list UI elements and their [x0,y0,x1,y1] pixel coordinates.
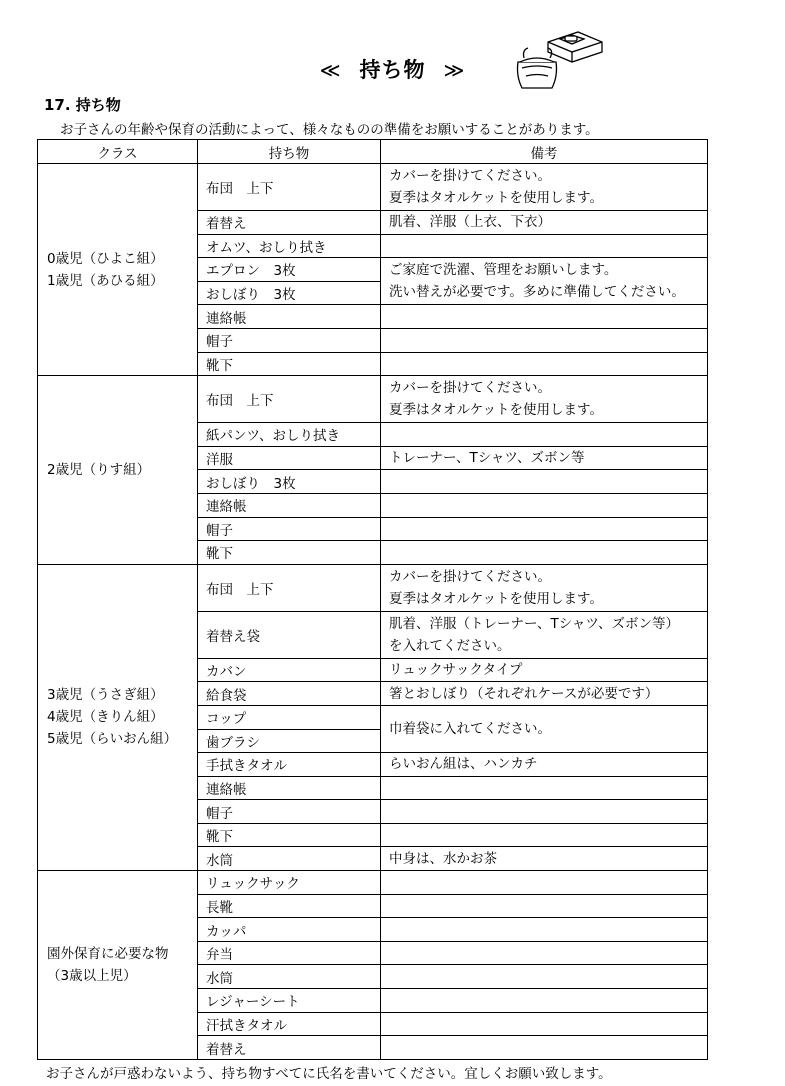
class-cell [38,871,198,1060]
note-cell [381,446,708,470]
note-cell [381,493,708,517]
item-cell: 布団 上下 [198,376,381,423]
item-cell: おしぼり 3枚 [198,281,381,305]
item-cell: 水筒 [198,965,381,989]
item-cell: エプロン 3枚 [198,258,381,282]
class-label: 4歳児（きりん組） [47,709,164,726]
item-cell: 長靴 [198,894,381,918]
note-cell [381,1012,708,1036]
item-cell: 歯ブラシ [198,729,381,753]
note-cell [381,517,708,541]
item-cell: 靴下 [198,541,381,565]
column-header-item: 持ち物 [198,140,381,164]
note-line: を入れてください。 [389,637,511,654]
note-cell [381,965,708,989]
item-cell: 水筒 [198,847,381,871]
note-cell [381,305,708,329]
column-header-note: 備考 [381,140,708,164]
note-line: 夏季はタオルケットを使用します。 [389,190,603,206]
item-cell: リュックサック [198,871,381,895]
note-cell [381,234,708,258]
item-cell: 連絡帳 [198,493,381,517]
item-cell: レジャーシート [198,989,381,1013]
note-cell [381,894,708,918]
packed-lunch-box-and-bag-icon [512,28,604,92]
note-cell [381,423,708,447]
note-cell [381,800,708,824]
note-cell [381,164,708,211]
note-cell [381,847,708,871]
class-label: （3歳以上児） [47,967,137,984]
item-cell: 着替え袋 [198,611,381,658]
class-cell [38,376,198,565]
item-cell: 弁当 [198,941,381,965]
item-cell: 布団 上下 [198,564,381,611]
class-label: 園外保育に必要な物 [47,945,169,962]
title-left-mark: ≪ [319,58,342,82]
note-line: カバーを掛けてください。 [389,380,551,397]
note-cell [381,470,708,494]
table-row [38,564,708,611]
item-cell: 布団 上下 [198,164,381,211]
note-line: 中身は、水かお茶 [389,850,497,867]
note-line: 夏季はタオルケットを使用します。 [389,590,603,607]
title-text: 持ち物 [359,58,426,82]
note-cell [381,682,708,706]
note-line: 夏季はタオルケットを使用します。 [389,402,603,419]
class-label: 1歳児（あひる組） [47,272,164,289]
note-line: 肌着、洋服（トレーナー、Tシャツ、ズボン等） [389,615,679,632]
note-line: トレーナー、Tシャツ、ズボン等 [389,450,585,467]
item-cell: 帽子 [198,800,381,824]
note-cell [381,541,708,565]
note-cell [381,776,708,800]
note-line: 箸とおしぼり（それぞれケースが必要です） [389,685,659,702]
item-cell: 手拭きタオル [198,753,381,777]
intro-text: お子さんの年齢や保育の活動によって、様々なものの準備をお願いすることがあります。 [60,122,599,138]
item-cell: オムツ、おしり拭き [198,234,381,258]
note-cell [381,328,708,352]
column-header-class: クラス [38,140,198,164]
class-label: 5歳児（らいおん組） [47,731,178,748]
note-line: 肌着、洋服（上衣、下衣） [389,214,551,231]
item-cell: カッパ [198,918,381,942]
note-line: カバーを掛けてください。 [389,568,551,585]
note-cell [381,211,708,235]
item-cell: 着替え [198,1036,381,1060]
note-cell [381,871,708,895]
note-cell [381,989,708,1013]
item-cell: カバン [198,658,381,682]
note-cell [381,611,708,658]
class-cell [38,564,198,870]
note-cell [381,376,708,423]
item-cell: 帽子 [198,328,381,352]
item-cell: コップ [198,705,381,729]
item-cell: 汗拭きタオル [198,1012,381,1036]
item-cell: 帽子 [198,517,381,541]
class-label: 0歳児（ひよこ組） [47,250,164,267]
class-cell [38,164,198,376]
item-cell: 洋服 [198,446,381,470]
item-cell: 給食袋 [198,682,381,706]
page-title [0,54,785,84]
note-line: 洗い替えが必要です。多めに準備してください。 [389,284,685,301]
class-label: 2歳児（りす組） [47,461,151,478]
note-line: 巾着袋に入れてください。 [389,721,551,737]
note-line: リュックサックタイプ [389,662,523,679]
item-cell: 靴下 [198,352,381,376]
note-cell [381,918,708,942]
table-row [38,871,708,895]
belongings-table [37,139,708,1060]
class-label: 3歳児（うさぎ組） [47,687,164,704]
note-cell [381,258,708,305]
note-cell [381,941,708,965]
note-cell [381,705,708,752]
note-line: カバーを掛けてください。 [389,168,551,184]
item-cell: 連絡帳 [198,776,381,800]
item-cell: 連絡帳 [198,305,381,329]
table-row [38,376,708,423]
note-cell [381,352,708,376]
footer-note: お子さんが戸惑わないよう、持ち物すべてに氏名を書いてください。宜しくお願い致します。 [46,1066,612,1082]
item-cell: おしぼり 3枚 [198,470,381,494]
item-cell: 紙パンツ、おしり拭き [198,423,381,447]
note-cell [381,658,708,682]
note-line: ご家庭で洗濯、管理をお願いします。 [389,262,618,279]
note-cell [381,1036,708,1060]
note-cell [381,823,708,847]
note-cell [381,753,708,777]
note-line: らいおん組は、ハンカチ [389,756,538,773]
table-row [38,164,708,211]
section-heading: 17. 持ち物 [44,96,121,114]
item-cell: 靴下 [198,823,381,847]
title-right-mark: ≫ [443,58,466,82]
note-cell [381,564,708,611]
item-cell: 着替え [198,211,381,235]
